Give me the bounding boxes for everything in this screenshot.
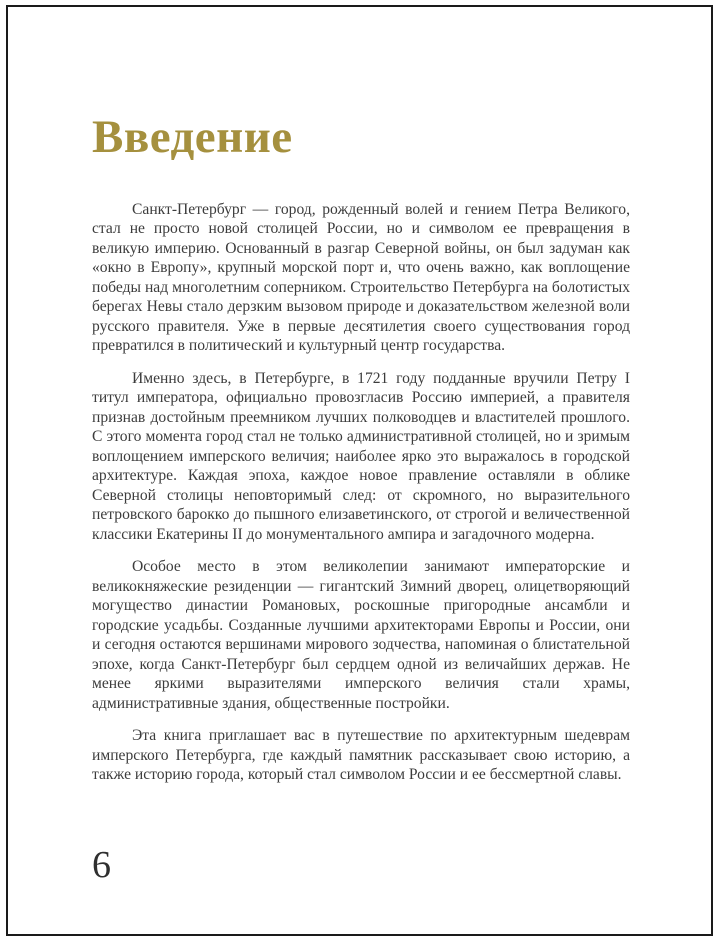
intro-paragraph-2: Именно здесь, в Петербурге, в 1721 году подданные вручили Петру I титул императора, официально провозгласив Россию империей, а правителя признав достойным преемником лучших полководцев и властителей прошлого. С этого момента город стал не только административной столицей, но и зримым воплощением имперского величия; наиболее ярко это выражалось в городской архитектуре. Каждая эпоха, каждое новое правление оставляли в облике Северной столицы неповторимый след: от скромного, но выразительного петровского барокко до пышного елизаветинского, от строгой и величественной классики Екатерины II до монументального ампира и загадочного модерна. bbox=[92, 369, 630, 543]
page-number: 6 bbox=[92, 844, 111, 886]
intro-paragraph-3: Особое место в этом великолепии занимают императорские и великокняжеские резиденции — гигантский Зимний дворец, олицетворяющий могущество династии Романовых, роскошные пригородные ансамбли и городские усадьбы. Созданные лучшими архитекторами Европы и России, они и сегодня остаются вершинами мирового зодчества, напоминая о блистательной эпохе, когда Санкт-Петербург был сердцем одной из величайших держав. Не менее яркими выразителями имперского величия стали храмы, административные здания, общественные постройки. bbox=[92, 558, 630, 712]
intro-paragraph-1: Санкт-Петербург — город, рожденный волей и гением Петра Великого, стал не просто новой столицей России, но и символом ее превращения в великую империю. Основанный в разгар Северной войны, он был задуман как «окно в Европу», крупный морской порт и, что очень важно, как воплощение победы над многолетним соперником. Строительство Петербурга на болотистых берегах Невы стало дерзким вызовом природе и доказательством железной воли русского правителя. Уже в первые десятилетия своего существования город превратился в политический и культурный центр государства. bbox=[92, 200, 630, 355]
intro-paragraph-4: Эта книга приглашает вас в путешествие по архитектурным шедеврам имперского Петербурга, где каждый памятник рассказывает свою историю, а также историю города, который стал символом России и ее бессмертной славы. bbox=[92, 727, 630, 784]
page-title: Введение bbox=[92, 111, 293, 163]
